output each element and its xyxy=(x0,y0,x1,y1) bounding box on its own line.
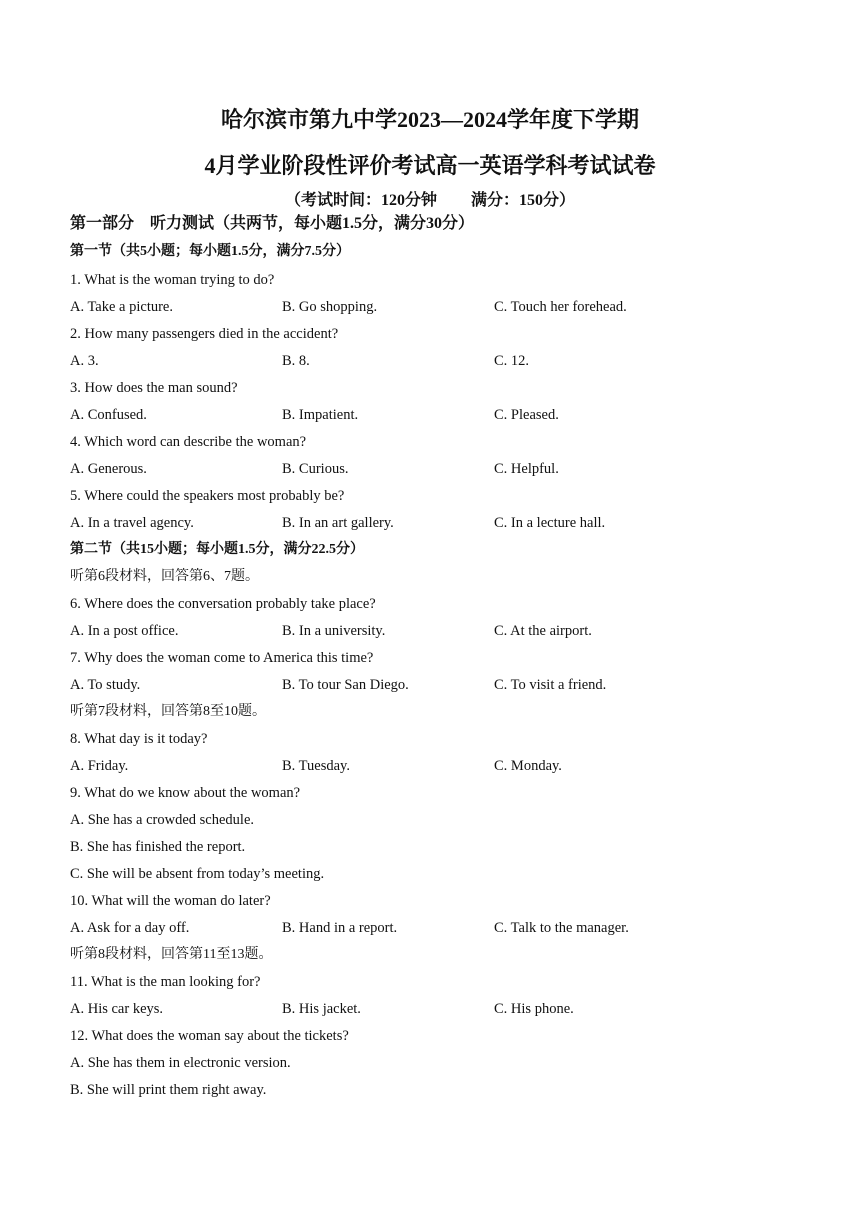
q8-option-b: B. Tuesday. xyxy=(282,758,350,774)
question-2: 2. How many passengers died in the accident? xyxy=(70,326,339,342)
q5-option-c: C. In a lecture hall. xyxy=(494,515,606,531)
q11-option-c: C. His phone. xyxy=(494,1001,574,1017)
q9-option-a: A. She has a crowded schedule. xyxy=(70,812,255,828)
exam-subtitle xyxy=(0,187,860,210)
question-1: 1. What is the woman trying to do? xyxy=(70,272,275,288)
section2-heading: 第二节（共15小题；每小题1.5分，满分22.5分） xyxy=(70,542,364,557)
q3-option-c: C. Pleased. xyxy=(494,407,559,423)
exam-title-line2: 4月学业阶段性评价考试高一英语学科考试试卷 xyxy=(204,153,656,178)
q1-option-c: C. Touch her forehead. xyxy=(494,299,627,315)
q2-option-a: A. 3. xyxy=(70,353,99,369)
question-3: 3. How does the man sound? xyxy=(70,380,238,396)
q8-option-c: C. Monday. xyxy=(494,758,562,774)
q9-option-b: B. She has finished the report. xyxy=(70,839,246,855)
q11-option-a: A. His car keys. xyxy=(70,1001,164,1017)
question-4: 4. Which word can describe the woman? xyxy=(70,434,307,450)
q3-option-a: A. Confused. xyxy=(70,407,147,423)
q2-option-b: B. 8. xyxy=(282,353,310,369)
q9-option-c: C. She will be absent from today’s meeting. xyxy=(70,866,325,882)
q5-option-a: A. In a travel agency. xyxy=(70,515,194,531)
q11-option-b: B. His jacket. xyxy=(282,1001,361,1017)
q10-option-a: A. Ask for a day off. xyxy=(70,920,190,936)
q4-option-a: A. Generous. xyxy=(70,461,147,477)
part1-heading: 第一部分 听力测试（共两节，每小题1.5分，满分30分） xyxy=(70,215,475,232)
question-7: 7. Why does the woman come to America this time? xyxy=(70,650,374,666)
instruction-6-7: 听第6段材料，回答第6、7题。 xyxy=(70,569,259,584)
q12-option-b: B. She will print them right away. xyxy=(70,1082,267,1098)
q4-option-b: B. Curious. xyxy=(282,461,349,477)
exam-title-line1: 哈尔滨市第九中学2023—2024学年度下学期 xyxy=(220,107,639,132)
full-score: 满分：150分） xyxy=(471,192,576,209)
q7-option-c: C. To visit a friend. xyxy=(494,677,607,693)
q1-option-a: A. Take a picture. xyxy=(70,299,173,315)
q7-option-a: A. To study. xyxy=(70,677,141,693)
q6-option-b: B. In a university. xyxy=(282,623,386,639)
q2-option-c: C. 12. xyxy=(494,353,530,369)
question-9: 9. What do we know about the woman? xyxy=(70,785,301,801)
question-10: 10. What will the woman do later? xyxy=(70,893,271,909)
q6-option-a: A. In a post office. xyxy=(70,623,179,639)
question-5: 5. Where could the speakers most probably be? xyxy=(70,488,345,504)
question-11: 11. What is the man looking for? xyxy=(70,974,261,990)
q4-option-c: C. Helpful. xyxy=(494,461,559,477)
q7-option-b: B. To tour San Diego. xyxy=(282,677,409,693)
q10-option-b: B. Hand in a report. xyxy=(282,920,398,936)
section1-heading: 第一节（共5小题；每小题1.5分，满分7.5分） xyxy=(70,244,350,259)
exam-time: （考试时间：120分钟 xyxy=(284,192,437,209)
q10-option-c: C. Talk to the manager. xyxy=(494,920,629,936)
q12-option-a: A. She has them in electronic version. xyxy=(70,1055,291,1071)
question-8: 8. What day is it today? xyxy=(70,731,208,747)
q6-option-c: C. At the airport. xyxy=(494,623,592,639)
q5-option-b: B. In an art gallery. xyxy=(282,515,394,531)
q1-option-b: B. Go shopping. xyxy=(282,299,378,315)
q3-option-b: B. Impatient. xyxy=(282,407,359,423)
q8-option-a: A. Friday. xyxy=(70,758,129,774)
instruction-11-13: 听第8段材料，回答第11至13题。 xyxy=(70,947,273,962)
instruction-8-10: 听第7段材料，回答第8至10题。 xyxy=(70,704,266,719)
question-6: 6. Where does the conversation probably take place? xyxy=(70,596,376,612)
question-12: 12. What does the woman say about the tickets? xyxy=(70,1028,349,1044)
